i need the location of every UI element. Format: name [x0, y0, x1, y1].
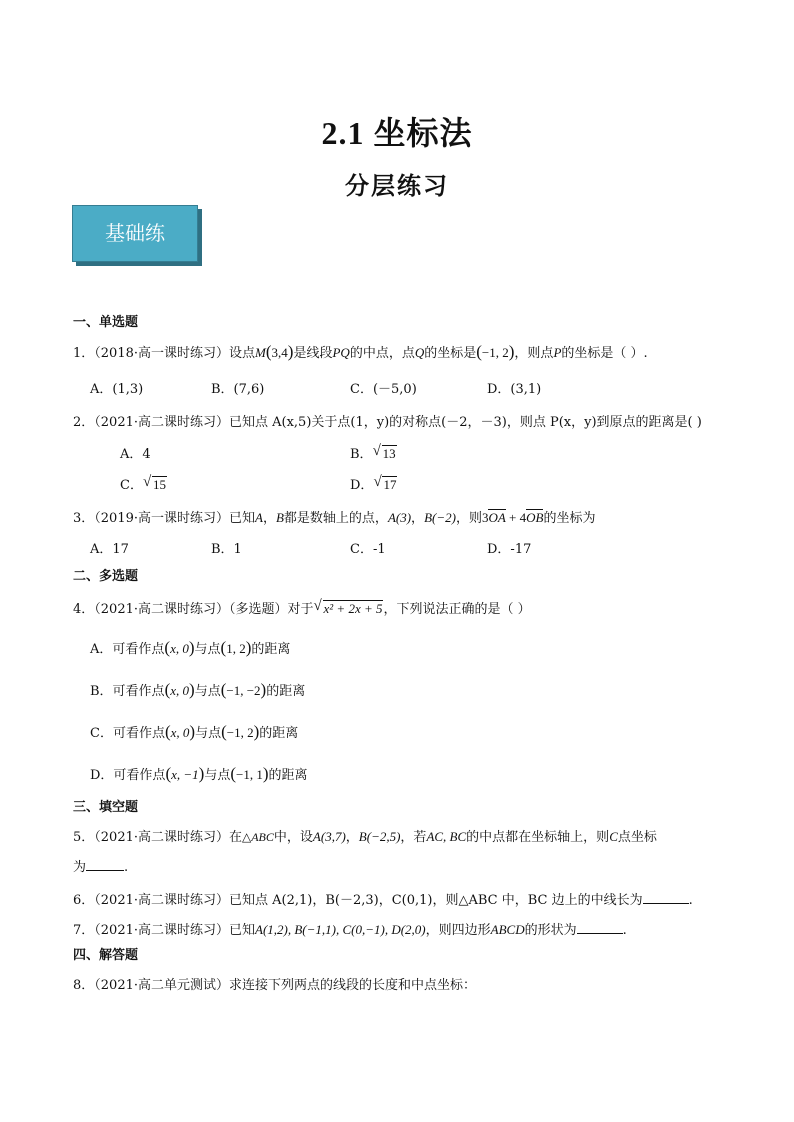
q4-a-p2: 1, 2 [226, 641, 246, 656]
q5-text: 为 [73, 860, 87, 875]
q2-option-c-label: C． [120, 478, 143, 493]
q1-option-a: A．(1,3) [90, 382, 144, 397]
q4-option-text: A．可看作点 [90, 642, 165, 657]
q1-q-coord: −1, 2 [481, 345, 509, 360]
q4-paren: ( [164, 722, 171, 741]
q1-segment-pq: PQ [332, 345, 350, 360]
q4-text: 4．（2021·高二课时练习）（多选题）对于 [73, 602, 314, 617]
q4-paren: ) [189, 680, 195, 699]
q5-text: ， [345, 830, 359, 845]
sqrt-17 [373, 474, 397, 493]
q2-option-b [350, 443, 397, 462]
q4-d-p2: −1, 1 [236, 767, 263, 782]
question-5-line2 [73, 856, 128, 875]
q3-point-a: A [255, 510, 263, 525]
q1-text: 设点 [229, 346, 256, 361]
q6-answer-blank[interactable] [643, 903, 689, 904]
q3-option-b: B．1 [211, 542, 242, 557]
q1-point-m: M [255, 345, 266, 360]
q7-text: 的形状为 [524, 923, 577, 938]
q3-option-c: C．-1 [350, 542, 386, 557]
q4-option-text: B．可看作点 [90, 684, 165, 699]
section-heading-multi-choice: 二、多选题 [73, 569, 139, 584]
q4-radicand: x² + 2x + 5 [323, 601, 383, 616]
q3-coef: 3 [481, 510, 489, 525]
q3-text: ， [262, 511, 276, 526]
q4-option-text: 与点 [194, 642, 221, 657]
q4-paren: ( [221, 722, 227, 741]
q1-option-b: B．(7,6) [211, 382, 265, 397]
sqrt-expression [313, 598, 384, 617]
sqrt-13 [372, 443, 397, 462]
level-badge: 基础练 [72, 205, 198, 262]
radical-sign: √ [313, 598, 322, 614]
q3-option-d: D．-17 [487, 542, 532, 557]
question-8: 8．（2021·高二单元测试）求连接下列两点的线段的长度和中点坐标： [73, 978, 476, 993]
q2-option-c-value: 15 [152, 477, 166, 492]
q3-text: ，则 [455, 511, 482, 526]
q3-text: 都是数轴上的点， [283, 511, 388, 526]
q1-text: 的中点，点 [349, 346, 415, 361]
q5-point-a: A(3,7) [312, 829, 346, 844]
q4-option-text: 的距离 [251, 642, 291, 657]
question-5 [73, 826, 657, 845]
q3-text: 3．（2019·高一课时练习）已知 [73, 511, 255, 526]
q7-text: 7．（2021·高二课时练习）已知 [73, 923, 255, 938]
q1-text: ，则点 [514, 346, 554, 361]
q5-text: ，若 [400, 830, 427, 845]
q4-option-text: 的距离 [259, 726, 299, 741]
q4-paren: ) [262, 764, 269, 783]
q7-answer-blank[interactable] [577, 933, 623, 934]
q2-option-b-value: 13 [382, 446, 396, 461]
q4-b-p1: x, 0 [170, 683, 190, 698]
q4-option-b [90, 680, 305, 700]
q4-paren: ( [220, 638, 227, 657]
q4-b-p2: −1, −2 [226, 683, 261, 698]
q4-paren: ( [165, 764, 172, 783]
q6-text: 6．（2021·高二课时练习）已知点 A(2,1)，B(－2,3)，C(0,1)，则△ABC 中，BC 边上的中线长为 [73, 893, 643, 908]
q1-paren: ( [476, 342, 482, 361]
q1-number: 1． [73, 346, 95, 361]
q4-paren: ( [164, 638, 171, 657]
q1-source: （2018·高一课时练习） [94, 346, 229, 361]
q2-option-d-label: D． [350, 478, 374, 493]
q3-plus: + 4 [505, 510, 527, 525]
q4-option-c [90, 722, 298, 742]
question-4 [73, 598, 531, 617]
sqrt-15 [142, 474, 167, 493]
q1-text: 的坐标是（ ）. [561, 346, 648, 361]
q2-option-a: A．4 [120, 447, 151, 462]
question-6 [73, 889, 693, 908]
section-heading-single-choice: 一、单选题 [73, 315, 139, 330]
q4-paren: ) [189, 722, 196, 741]
q3-point-b: B [275, 510, 284, 525]
q1-paren: ) [508, 342, 515, 361]
q2-option-d [350, 474, 397, 493]
q5-point-c: C [609, 829, 618, 844]
q7-points: A(1,2), B(−1,1), C(0,−1), D(2,0) [255, 922, 426, 937]
q5-text: 中，设 [273, 830, 313, 845]
q4-paren: ( [164, 680, 171, 699]
q5-text: 的中点都在坐标轴上，则 [466, 830, 610, 845]
q4-option-text: 的距离 [268, 768, 308, 783]
q6-text: . [688, 893, 693, 908]
q1-point-p: P [553, 345, 562, 360]
q7-text: ，则四边形 [425, 923, 491, 938]
q4-paren: ) [245, 638, 252, 657]
q3-bm2: B(−2) [424, 510, 456, 525]
page-title: 2.1 坐标法 [321, 115, 473, 151]
q4-a-p1: x, 0 [170, 641, 189, 656]
q5-answer-blank[interactable] [86, 870, 124, 871]
question-3 [73, 507, 596, 526]
q4-option-text: D．可看作点 [90, 768, 166, 783]
q4-option-a [90, 638, 290, 658]
q1-option-c: C．(－5,0) [350, 382, 417, 397]
q1-text: 是线段 [293, 346, 333, 361]
q3-text: 的坐标为 [543, 511, 596, 526]
q5-triangle: △ABC [242, 830, 274, 844]
q3-vector-ob: OB [526, 510, 544, 525]
q3-a3: A(3) [387, 510, 412, 525]
q4-paren: ) [253, 722, 260, 741]
radical-sign: √ [142, 474, 152, 490]
q7-text: . [622, 923, 627, 938]
radical-sign: √ [372, 443, 381, 459]
question-7 [73, 919, 627, 938]
q4-paren: ) [188, 638, 195, 657]
q5-text: 点坐标 [617, 830, 657, 845]
q5-segments: AC, BC [426, 829, 467, 844]
q4-option-d [90, 764, 308, 784]
q3-option-a: A．17 [90, 542, 129, 557]
section-heading-solution: 四、解答题 [73, 948, 139, 963]
radical-sign: √ [373, 474, 382, 490]
q7-quadrilateral: ABCD [490, 922, 525, 937]
q4-paren: ( [230, 764, 237, 783]
q1-m-coord: 3,4 [271, 345, 288, 360]
q5-text: . [124, 860, 129, 875]
q1-paren: ) [287, 342, 294, 361]
page-subtitle: 分层练习 [345, 171, 449, 200]
q4-option-text: 与点 [194, 684, 221, 699]
q4-d-p1: x, −1 [171, 767, 199, 782]
q4-c-p1: x, 0 [170, 725, 190, 740]
q4-paren: ) [260, 680, 267, 699]
q4-c-p2: −1, 2 [226, 725, 254, 740]
q2-option-b-label: B． [350, 447, 373, 462]
q2-option-d-value: 17 [383, 477, 397, 492]
q2-option-c [120, 474, 167, 493]
question-1 [73, 342, 648, 362]
q4-paren: ( [220, 680, 227, 699]
q4-option-text: C．可看作点 [90, 726, 165, 741]
question-2: 2．（2021·高二课时练习）已知点 A(x,5)关于点(1，y)的对称点(－2，－3)，则点 P(x，y)到原点的距离是( ) [73, 415, 702, 430]
q3-text: ， [411, 511, 425, 526]
section-heading-fill-in: 三、填空题 [73, 800, 139, 815]
q1-point-q: Q [414, 345, 425, 360]
q4-paren: ) [198, 764, 205, 783]
q5-point-b: B(−2,5) [358, 829, 401, 844]
q5-text: 5．（2021·高二课时练习）在 [73, 830, 242, 845]
q4-option-text: 与点 [204, 768, 231, 783]
q1-option-d: D．(3,1) [487, 382, 542, 397]
q4-text: ，下列说法正确的是（ ） [383, 602, 531, 617]
q1-paren: ( [265, 342, 272, 361]
q4-option-text: 与点 [195, 726, 222, 741]
q4-option-text: 的距离 [266, 684, 306, 699]
q3-vector-oa: OA [488, 510, 506, 525]
q1-text: 的坐标是 [424, 346, 477, 361]
